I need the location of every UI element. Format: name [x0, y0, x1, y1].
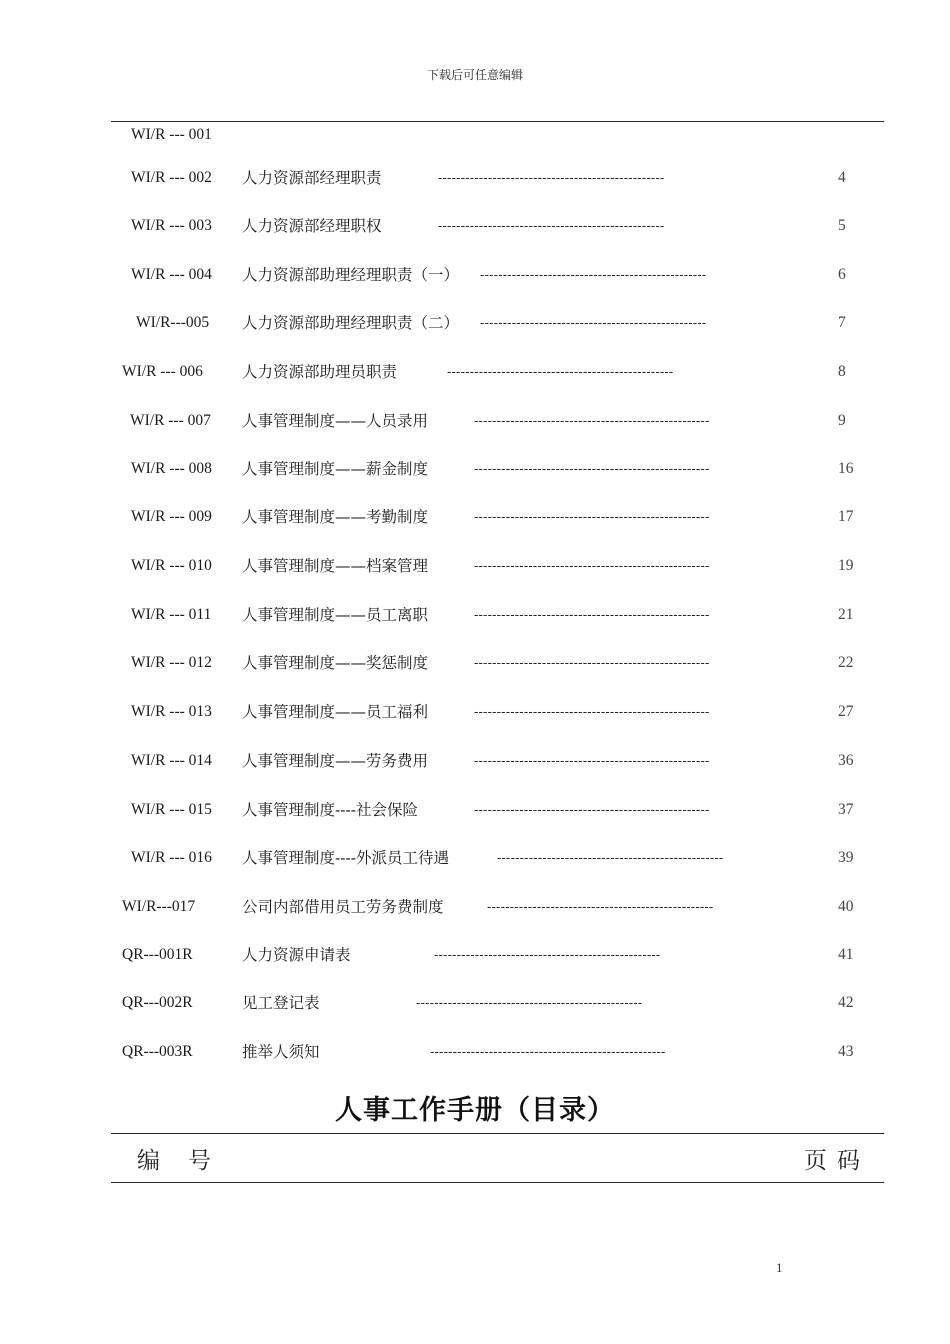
toc-row: [0, 505, 950, 529]
toc-row: [0, 603, 950, 627]
toc-row: [0, 846, 950, 870]
toc-row: [0, 895, 950, 919]
toc-title: 人事管理制度——档案管理: [242, 557, 429, 575]
toc-code: WI/R --- 014: [131, 752, 212, 769]
toc-page-number: 37: [838, 801, 854, 818]
toc-code: WI/R --- 007: [130, 412, 211, 429]
toc-leader: ----------------------------------------------------: [474, 802, 710, 817]
toc-leader: ----------------------------------------------------: [474, 413, 710, 428]
toc-row: [0, 554, 950, 578]
top-rule: [111, 121, 884, 122]
toc-title: 人力资源部助理经理职责（二）: [242, 314, 460, 332]
header-note: 下载后可任意编辑: [426, 68, 523, 82]
toc-title: 人事管理制度——薪金制度: [242, 460, 429, 478]
toc-leader: --------------------------------------------------: [447, 364, 674, 379]
toc-code: WI/R---017: [122, 898, 196, 915]
toc-code: WI/R --- 012: [131, 654, 212, 671]
toc-code: WI/R --- 009: [131, 508, 212, 525]
toc-leader: --------------------------------------------------: [480, 267, 707, 282]
footer-page-number: 1: [776, 1260, 783, 1275]
toc-code: WI/R --- 008: [131, 460, 212, 477]
toc-page-number: 19: [838, 557, 854, 574]
toc-page-number: 7: [838, 314, 846, 331]
toc-page-number: 17: [838, 508, 854, 525]
toc-page-number: 21: [838, 606, 854, 623]
toc-page-number: 5: [838, 217, 846, 234]
toc-page-number: 40: [838, 898, 854, 915]
toc-code: WI/R --- 011: [131, 606, 212, 623]
toc-row: [0, 991, 950, 1015]
toc-title: 人力资源部经理职责: [242, 169, 382, 187]
toc-code: WI/R --- 016: [131, 849, 212, 866]
toc-page-number: 43: [838, 1043, 854, 1060]
toc-page-number: 39: [838, 849, 854, 866]
toc-code: WI/R --- 006: [122, 363, 203, 380]
toc-leader: ----------------------------------------------------: [474, 558, 710, 573]
toc-page-number: 6: [838, 266, 846, 283]
column-header-page: 页码: [804, 1148, 870, 1174]
toc-title: 人事管理制度——劳务费用: [242, 752, 429, 770]
toc-code: QR---001R: [122, 946, 193, 963]
toc-page-number: 16: [838, 460, 854, 477]
toc-code: WI/R --- 002: [131, 169, 212, 186]
main-title: 人事工作手册（目录）: [335, 1095, 615, 1126]
toc-title: 人事管理制度——员工福利: [242, 703, 429, 721]
toc-row: [0, 263, 950, 287]
toc-title: 人事管理制度——员工离职: [242, 606, 429, 624]
toc-leader: --------------------------------------------------: [438, 170, 665, 185]
toc-row: [0, 360, 950, 384]
toc-title: 人力资源部经理职权: [242, 217, 382, 235]
toc-row: [0, 457, 950, 481]
toc-title: 人力资源申请表: [242, 946, 351, 964]
toc-row: [0, 311, 950, 335]
toc-page-number: 27: [838, 703, 854, 720]
toc-title: 公司内部借用员工劳务费制度: [242, 898, 444, 916]
column-header-number: 编号: [137, 1148, 239, 1174]
toc-code: WI/R --- 013: [131, 703, 212, 720]
toc-row: [0, 700, 950, 724]
toc-leader: ----------------------------------------------------: [430, 1044, 666, 1059]
toc-row: [0, 943, 950, 967]
toc-title: 见工登记表: [242, 994, 320, 1012]
toc-title: 人事管理制度----外派员工待遇: [242, 849, 449, 867]
toc-title: 人事管理制度----社会保险: [242, 801, 418, 819]
toc-title: 人事管理制度——考勤制度: [242, 508, 429, 526]
toc-leader: --------------------------------------------------: [487, 899, 714, 914]
toc-leader: --------------------------------------------------: [416, 995, 643, 1010]
toc-row: [0, 651, 950, 675]
toc-page-number: 36: [838, 752, 854, 769]
toc-title: 人力资源部助理经理职责（一）: [242, 266, 460, 284]
toc-title: 推举人须知: [242, 1043, 320, 1061]
toc-leader: --------------------------------------------------: [438, 218, 665, 233]
toc-title: 人力资源部助理员职责: [242, 363, 398, 381]
toc-leader: ----------------------------------------------------: [474, 461, 710, 476]
toc-leader: ----------------------------------------------------: [474, 509, 710, 524]
toc-leader: ----------------------------------------------------: [474, 753, 710, 768]
toc-row: [0, 798, 950, 822]
toc-page-number: 9: [838, 412, 846, 429]
toc-leader: ----------------------------------------------------: [474, 704, 710, 719]
toc-page-number: 4: [838, 169, 846, 186]
toc-page-number: 41: [838, 946, 854, 963]
toc-leader: --------------------------------------------------: [497, 850, 724, 865]
toc-row: [0, 409, 950, 433]
toc-title: 人事管理制度——人员录用: [242, 412, 429, 430]
toc-code: WI/R --- 004: [131, 266, 212, 283]
toc-code: WI/R---005: [136, 314, 210, 331]
toc-title: 人事管理制度——奖惩制度: [242, 654, 429, 672]
toc-page-number: 42: [838, 994, 854, 1011]
toc-code: QR---003R: [122, 1043, 193, 1060]
header-top-rule: [111, 1133, 884, 1134]
toc-code: WI/R --- 015: [131, 801, 212, 818]
toc-row: [0, 749, 950, 773]
toc-code: QR---002R: [122, 994, 193, 1011]
toc-code: WI/R --- 001: [131, 126, 212, 143]
toc-leader: ----------------------------------------------------: [474, 607, 710, 622]
toc-leader: --------------------------------------------------: [434, 947, 661, 962]
toc-code: WI/R --- 003: [131, 217, 212, 234]
toc-leader: --------------------------------------------------: [480, 315, 707, 330]
toc-leader: ----------------------------------------------------: [474, 655, 710, 670]
header-bottom-rule: [111, 1182, 884, 1183]
toc-row: [0, 166, 950, 190]
toc-row: [0, 123, 950, 147]
toc-page-number: 22: [838, 654, 854, 671]
toc-page-number: 8: [838, 363, 846, 380]
toc-code: WI/R --- 010: [131, 557, 212, 574]
toc-row: [0, 1040, 950, 1064]
toc-row: [0, 214, 950, 238]
